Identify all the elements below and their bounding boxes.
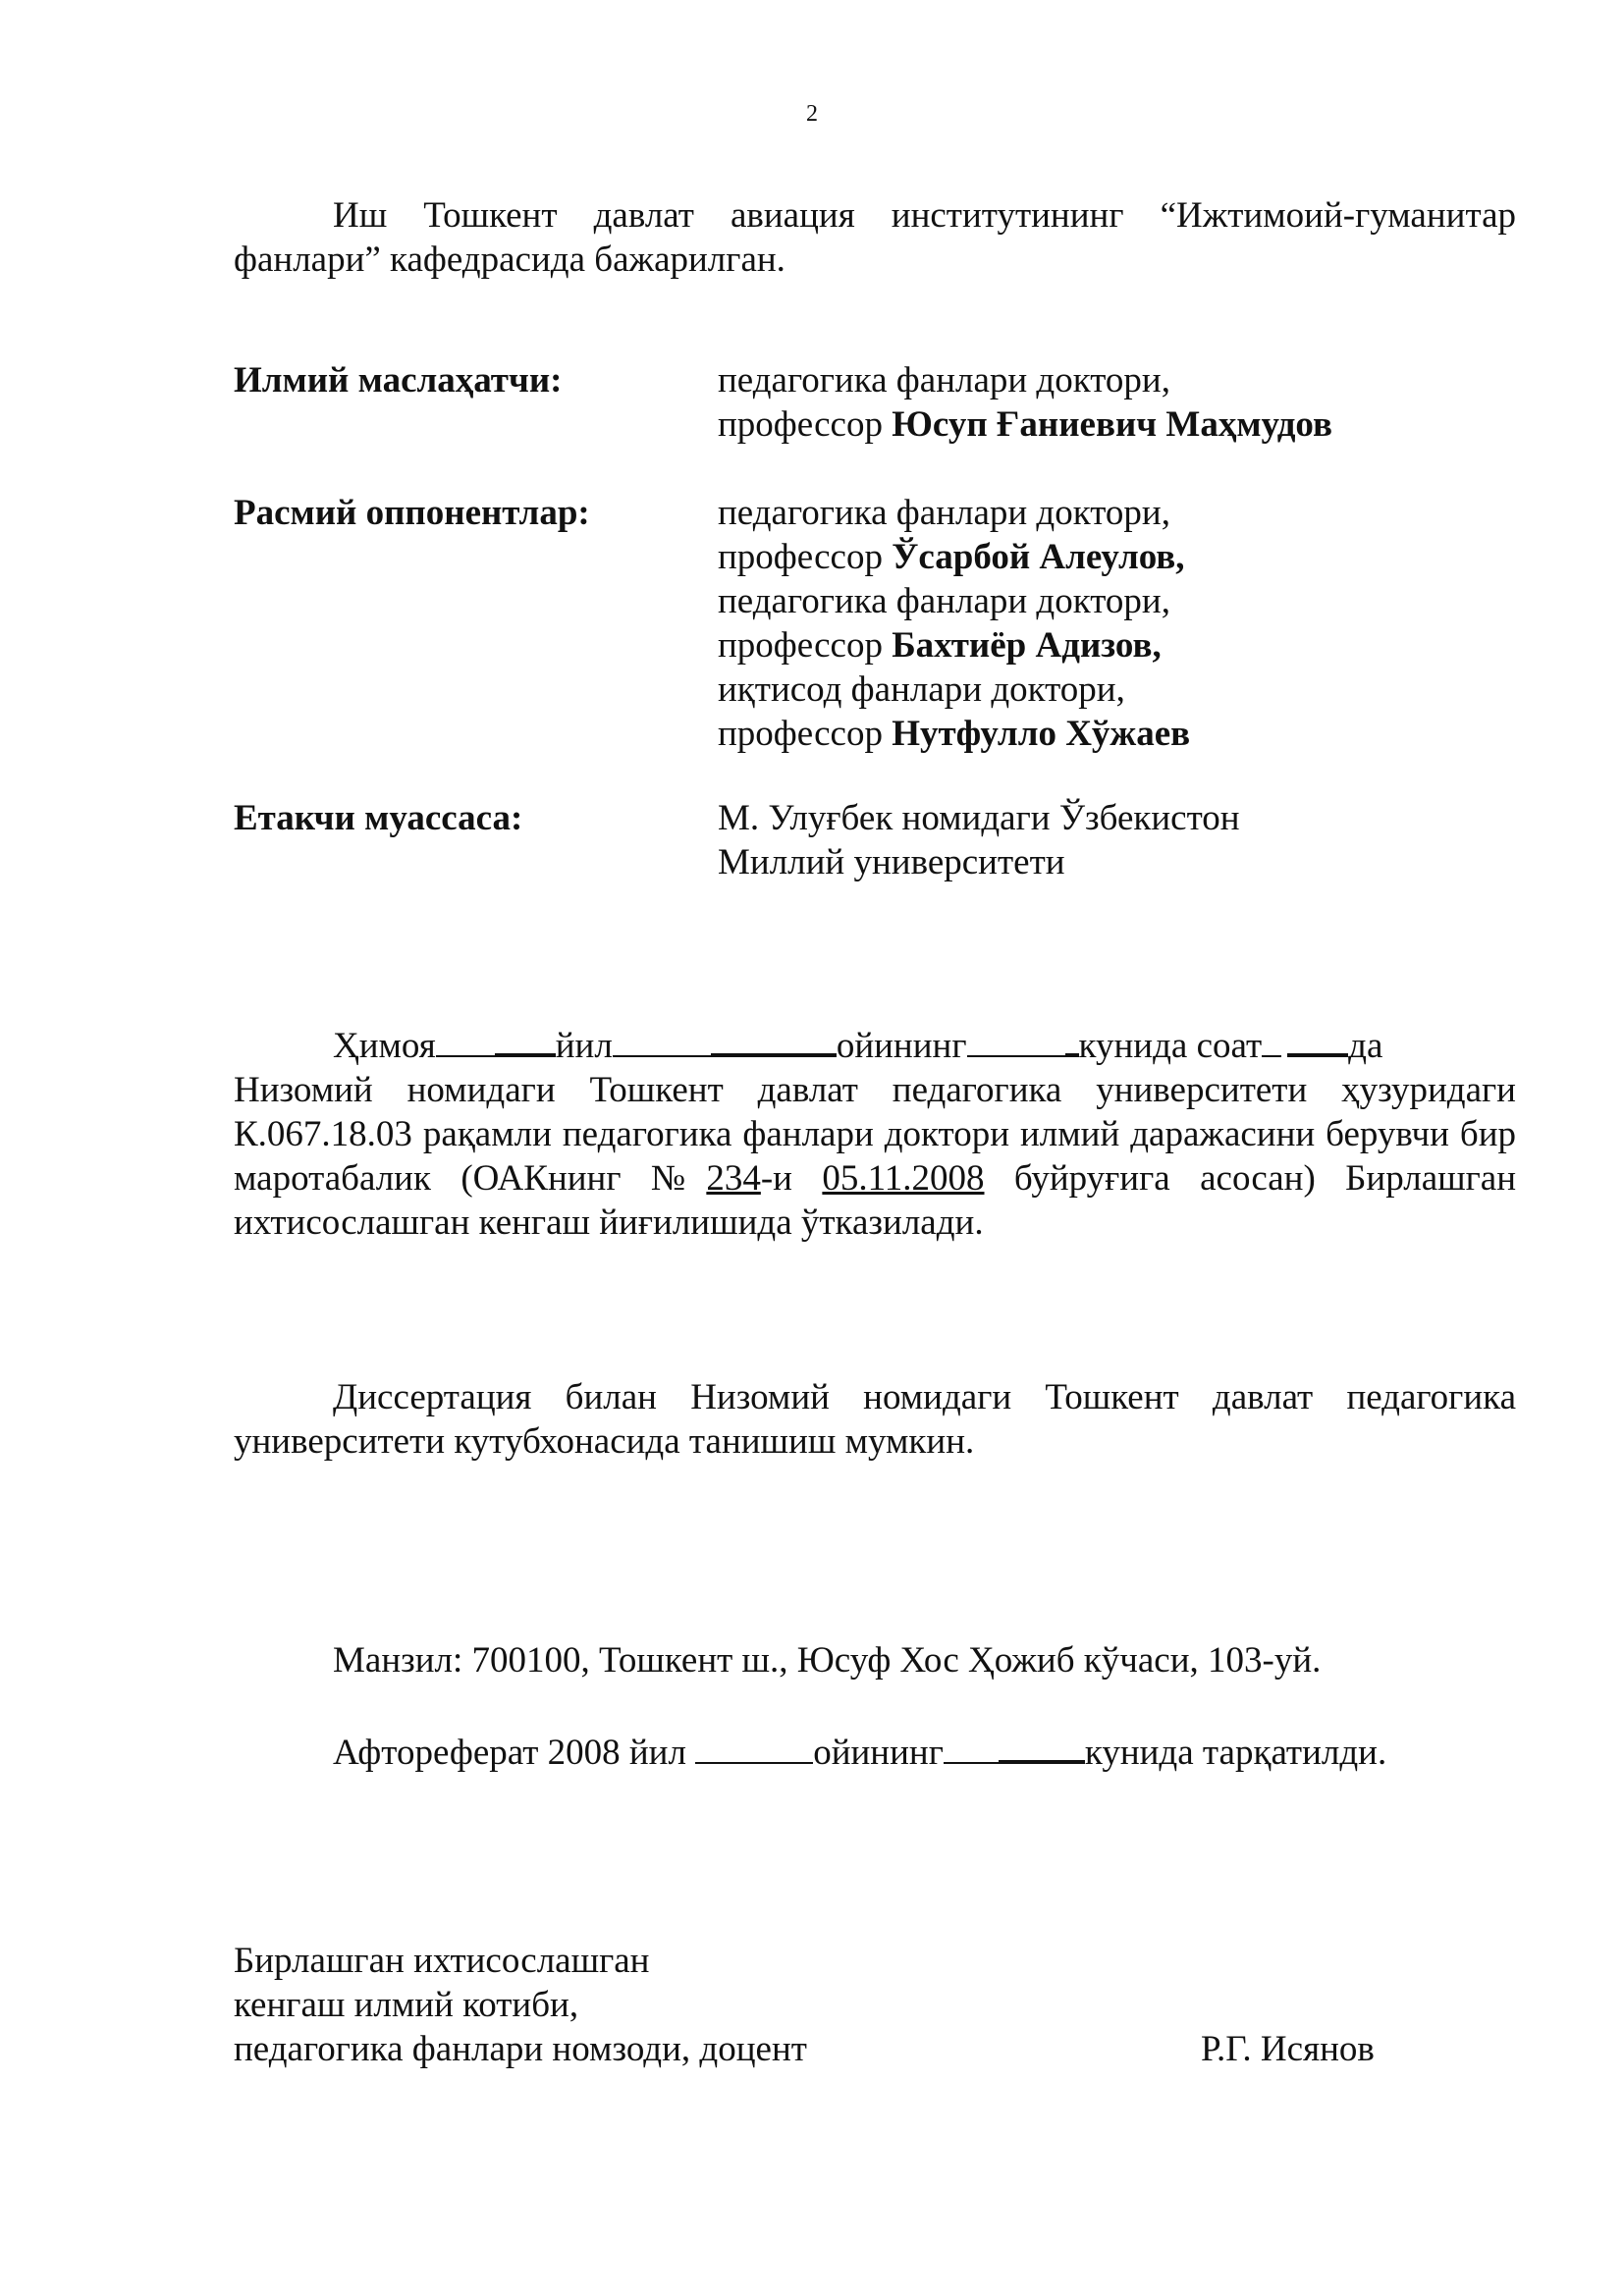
opponent-3-degree: иқтисод фанлари доктори, [718,669,1125,710]
signature-name: Р.Г. Исянов [1201,2029,1375,2069]
advisor-title: профессор [718,404,893,445]
order-date: 05.11.2008 [822,1158,985,1199]
signature-line3: педагогика фанлари номзоди, доцент [234,2029,807,2069]
library-paragraph: Диссертация билан Низомий номидаги Тошкент давлат педагогика университети кутубхонасида танишиш мумкин. [234,1377,1516,1462]
opponents-values [718,491,1516,756]
distribution-day-blank-b [999,1731,1085,1764]
defense-day-blank-a [436,1026,495,1057]
defense-body-end: буйруғига асосан) Бирлашган ихтисослашган кенгаш йиғилишида ўтказилади. [234,1158,1517,1243]
opponent-1-name-line [718,535,1516,579]
distribution-line [333,1731,1386,1775]
defense-body-between: -и [760,1158,823,1199]
advisor-name-line [718,402,1516,447]
leading-org-values [718,796,1516,884]
leading-org-label: Етакчи муассаса: [234,798,523,838]
defense-month-word: ойининг [836,1026,967,1066]
leading-org-line1: М. Улуғбек номидаги Ўзбекистон [718,798,1240,838]
order-number: 234 [706,1158,761,1199]
signature-line1: Бирлашган ихтисослашган [234,1941,650,1981]
opponent-1-title: профессор [718,537,893,577]
defense-word: Ҳимоя [333,1026,436,1066]
address-line: Манзил: 700100, Тошкент ш., Юсуф Хос Ҳожиб кўчаси, 103-уй. [333,1640,1322,1681]
intro-paragraph: Иш Тошкент давлат авиация институтининг “Ижтимоий-гуманитар фанлари” кафедрасида бажарилган. [234,195,1516,280]
opponent-2-name: Бахтиёр Адизов, [892,625,1162,666]
defense-body-start: Низомий номидаги Тошкент давлат педагогика университети ҳузуридаги К.067.18.03 рақамли педагогика фанлари доктори илмий даражасини берувчи бир маротабалик (ОАКнинг № [234,1070,1516,1199]
advisor-label: Илмий маслаҳатчи: [234,360,563,400]
distribution-month-blank [695,1733,813,1764]
distribution-prefix: Афтореферат 2008 йил [333,1733,696,1773]
signature-block [234,1939,1516,2071]
opponent-2-degree: педагогика фанлари доктори, [718,581,1170,621]
defense-hour-blank-b [1287,1024,1348,1057]
defense-year-blank-a [613,1026,711,1057]
leading-org-line2: Миллий университети [718,842,1065,882]
opponent-2-title: профессор [718,625,893,666]
defense-day-time-word: кунида соат [1078,1026,1263,1066]
page-number: 2 [806,101,818,127]
opponents-label: Расмий оппонентлар: [234,493,590,533]
opponent-3-title: профессор [718,714,893,754]
defense-month-blank-b [1065,1024,1079,1057]
defense-year-word: йил [555,1026,613,1066]
defense-hour-word: да [1348,1026,1383,1066]
opponent-1-name: Ўсарбой Алеулов, [892,537,1185,577]
distribution-suffix: кунида тарқатилди. [1084,1733,1387,1773]
opponent-3-name: Нутфулло Хўжаев [892,714,1191,754]
advisor-name: Юсуп Ғаниевич Маҳмудов [892,404,1332,445]
distribution-day-blank-a [944,1733,999,1764]
opponent-3-name-line [718,712,1516,756]
defense-year-blank-b [711,1024,837,1057]
defense-first-line [333,1024,1516,1068]
advisor-values [718,358,1516,447]
signature-line2: кенгаш илмий котиби, [234,1985,579,2025]
defense-month-blank [967,1026,1065,1057]
defense-paragraph [234,1068,1516,1245]
opponent-1-degree: педагогика фанлари доктори, [718,493,1170,533]
defense-day-blank-b [495,1024,556,1057]
opponent-2-name-line [718,623,1516,667]
advisor-degree: педагогика фанлари доктори, [718,360,1170,400]
distribution-month-word: ойининг [813,1733,944,1773]
defense-hour-blank-a [1262,1026,1281,1057]
